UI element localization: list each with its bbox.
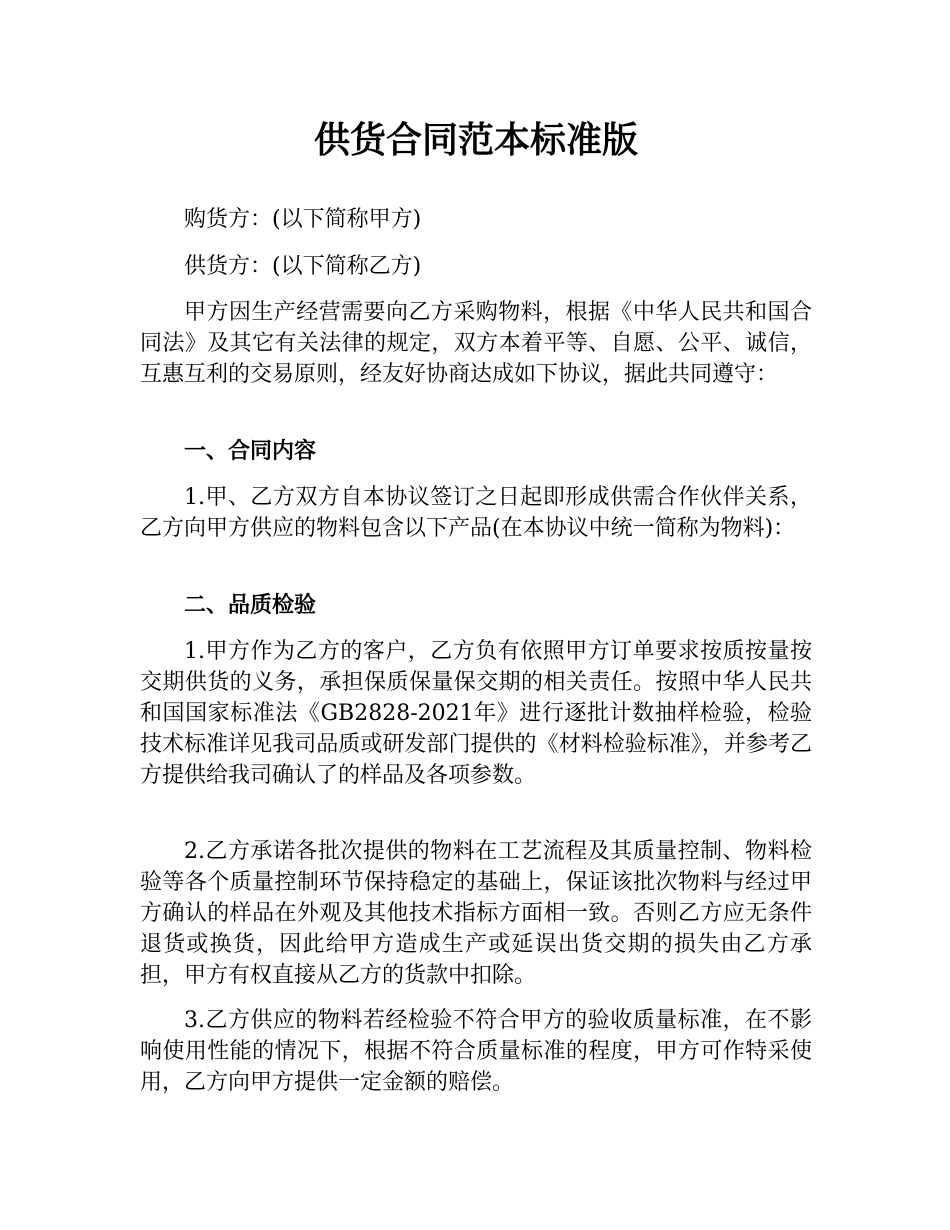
buyer-line: 购货方：(以下简称甲方) [184, 207, 422, 232]
section2-item1: 1.甲方作为乙方的客户，乙方负有依照甲方订单要求按质按量按交期供货的义务，承担保质保量保交期的相关责任。按照中华人民共和国国家标准法《GB2828-2021年》进行逐批计数抽样检验，检验技术标准详见我司品质或研发部门提供的《材料检验标准》，并参考乙方提供给我司确认了的样品及各项参数。 [140, 639, 812, 788]
document-title: 供货合同范本标准版 [313, 120, 638, 161]
section2-item2: 2.乙方承诺各批次提供的物料在工艺流程及其质量控制、物料检验等各个质量控制环节保持稳定的基础上，保证该批次物料与经过甲方确认的样品在外观及其他技术指标方面相一致。否则乙方应无条件退货或换货，因此给甲方造成生产或延误出货交期的损失由乙方承担，甲方有权直接从乙方的货款中扣除。 [140, 839, 812, 988]
supplier-line: 供货方：(以下简称乙方) [184, 254, 422, 279]
intro-paragraph: 甲方因生产经营需要向乙方采购物料，根据《中华人民共和国合同法》及其它有关法律的规定，双方本着平等、自愿、公平、诚信，互惠互利的交易原则，经友好协商达成如下协议，据此共同遵守： [140, 300, 812, 387]
section-heading-quality-inspection: 二、品质检验 [184, 593, 317, 618]
section1-item1: 1.甲、乙方双方自本协议签订之日起即形成供需合作伙伴关系，乙方向甲方供应的物料包含以下产品(在本协议中统一简称为物料)： [140, 485, 812, 541]
section2-item3: 3.乙方供应的物料若经检验不符合甲方的验收质量标准，在不影响使用性能的情况下，根据不符合质量标准的程度，甲方可作特采使用，乙方向甲方提供一定金额的赔偿。 [140, 1008, 812, 1095]
section-heading-contract-content: 一、合同内容 [184, 439, 317, 464]
